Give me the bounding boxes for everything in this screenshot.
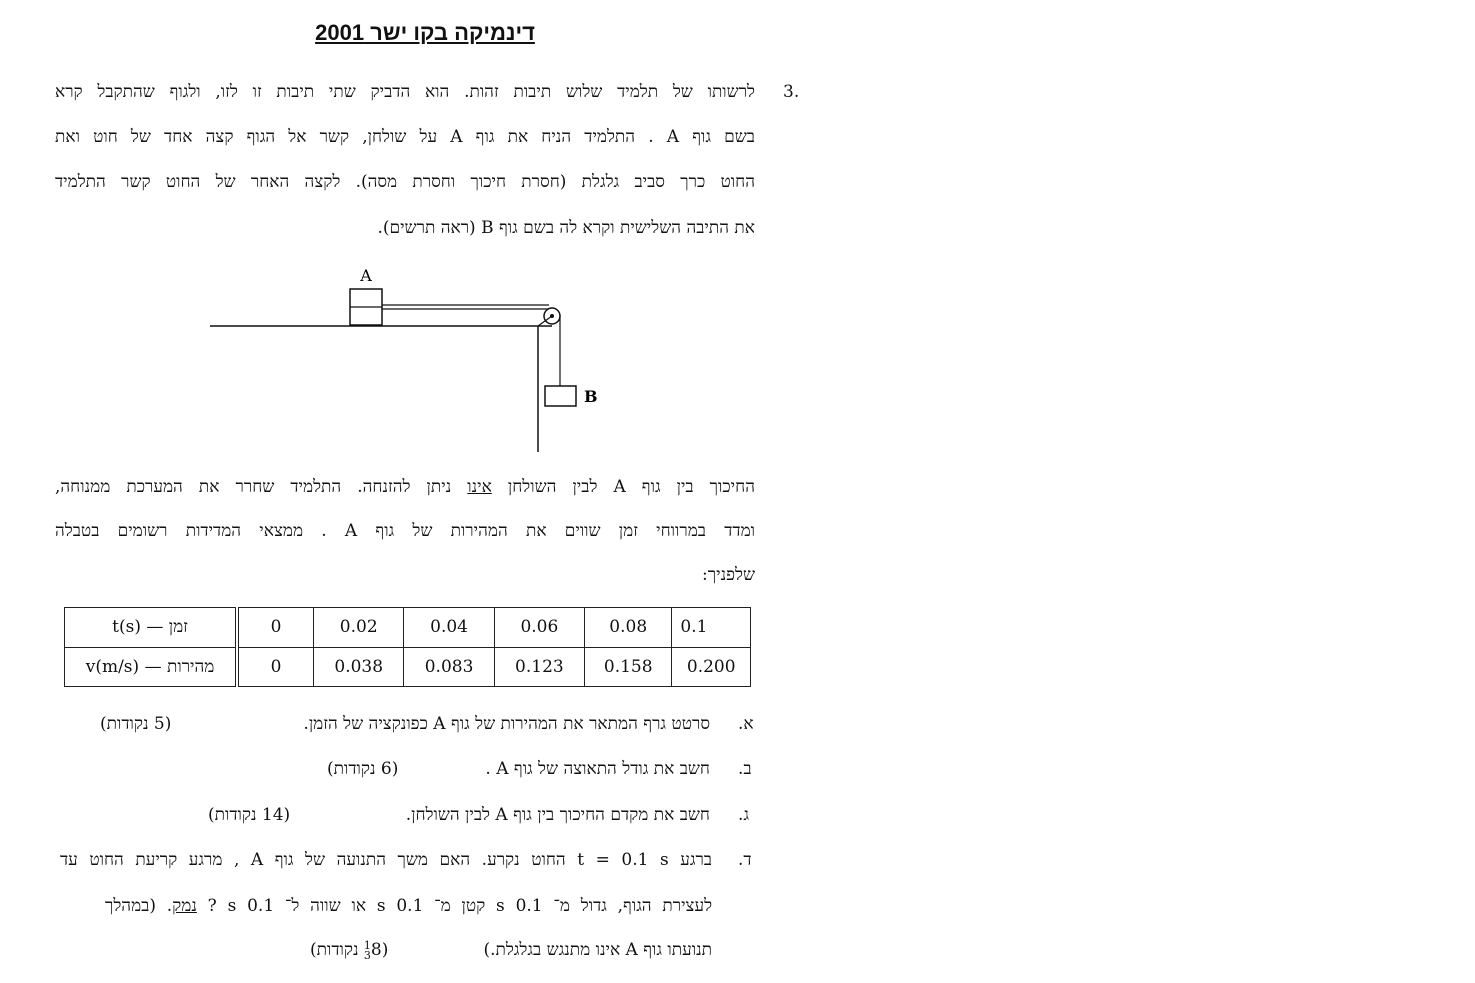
time-cell: 0.04 (404, 608, 494, 648)
subq-letter-c: ג. (738, 805, 750, 825)
velocity-cell: 0.038 (314, 647, 404, 687)
velocity-cell: 0.200 (672, 647, 751, 687)
subq-points-d: (81 3 נקודות) (310, 938, 389, 962)
subq-letter-a: א. (738, 714, 754, 734)
points-fraction: 1 3 (363, 938, 371, 962)
row-header-velocity: מהירות — v(m/s) (65, 647, 238, 687)
subq-d-line-2: לעצירת הגוף, גדול מ־ 0.1 s קטן מ־ 0.1 s או שווה ל־ 0.1 s ? נמק. (במהלך (105, 896, 713, 916)
measurements-table (64, 607, 751, 687)
velocity-cell: 0.083 (404, 647, 494, 687)
intro-line-4: את התיבה השלישית וקרא לה בשם גוף B (ראה תרשים). (377, 218, 755, 238)
subq-points-c: (14 נקודות) (208, 805, 291, 825)
subq-points-b: (6 נקודות) (327, 759, 399, 779)
subq-letter-b: ב. (738, 759, 752, 779)
middle-line-2: ומדד במרווחי זמן שווים את המהירות של גוף A . ממצאי המדידות רשומים בטבלה (55, 521, 755, 541)
middle-line-3: שלפניך: (702, 565, 755, 585)
subq-text-b: חשב את גודל התאוצה של גוף A . (485, 759, 710, 779)
row-header-time: זמן — t(s) (65, 608, 238, 648)
time-cell: 0 (237, 608, 313, 648)
table-row-velocity (65, 647, 751, 687)
time-cell: 0.1 (672, 608, 751, 648)
page-title: דינמיקה בקו ישר 2001 (315, 20, 535, 45)
subq-text-c: חשב את מקדם החיכוך בין גוף A לבין השולחן. (405, 805, 710, 825)
velocity-cell: 0.158 (585, 647, 672, 687)
time-cell: 0.08 (585, 608, 672, 648)
time-cell: 0.06 (494, 608, 584, 648)
intro-line-1: לרשותו של תלמיד שלוש תיבות זהות. הוא הדביק שתי תיבות זו לזו, ולגוף שהתקבל קרא (55, 82, 755, 102)
subq-text-a: סרטט גרף המתאר את המהירות של גוף A כפונקציה של הזמן. (303, 714, 710, 734)
velocity-cell: 0 (237, 647, 313, 687)
subq-points-a: (5 נקודות) (100, 714, 172, 734)
pulley-diagram (200, 262, 620, 457)
subq-d-line-3: תנועתו גוף A אינו מתנגש בגלגלת.) (483, 940, 712, 960)
time-cell: 0.02 (314, 608, 404, 648)
label-b: B (584, 387, 598, 406)
velocity-cell: 0.123 (494, 647, 584, 687)
question-number: 3. (783, 82, 800, 102)
middle-line-1: החיכוך בין גוף A לבין השולחן אינו ניתן להזנחה. התלמיד שחרר את המערכת ממנוחה, (55, 477, 755, 497)
table-row-time (65, 608, 751, 648)
subq-d-line-1: ברגע t = 0.1 s החוט נקרע. האם משך התנועה של גוף A , מרגע קריעת החוט עד (60, 850, 713, 870)
body-b (545, 386, 576, 406)
label-a: A (360, 266, 372, 285)
intro-line-2: בשם גוף A . התלמיד הניח את גוף A על שולחן, קשר אל הגוף קצה אחד של חוט ואת (55, 127, 755, 147)
subq-letter-d: ד. (738, 850, 752, 870)
intro-line-3: החוט כרך סביב גלגלת (חסרת חיכוך וחסרת מסה). לקצה האחר של החוט קשר התלמיד (55, 172, 755, 192)
